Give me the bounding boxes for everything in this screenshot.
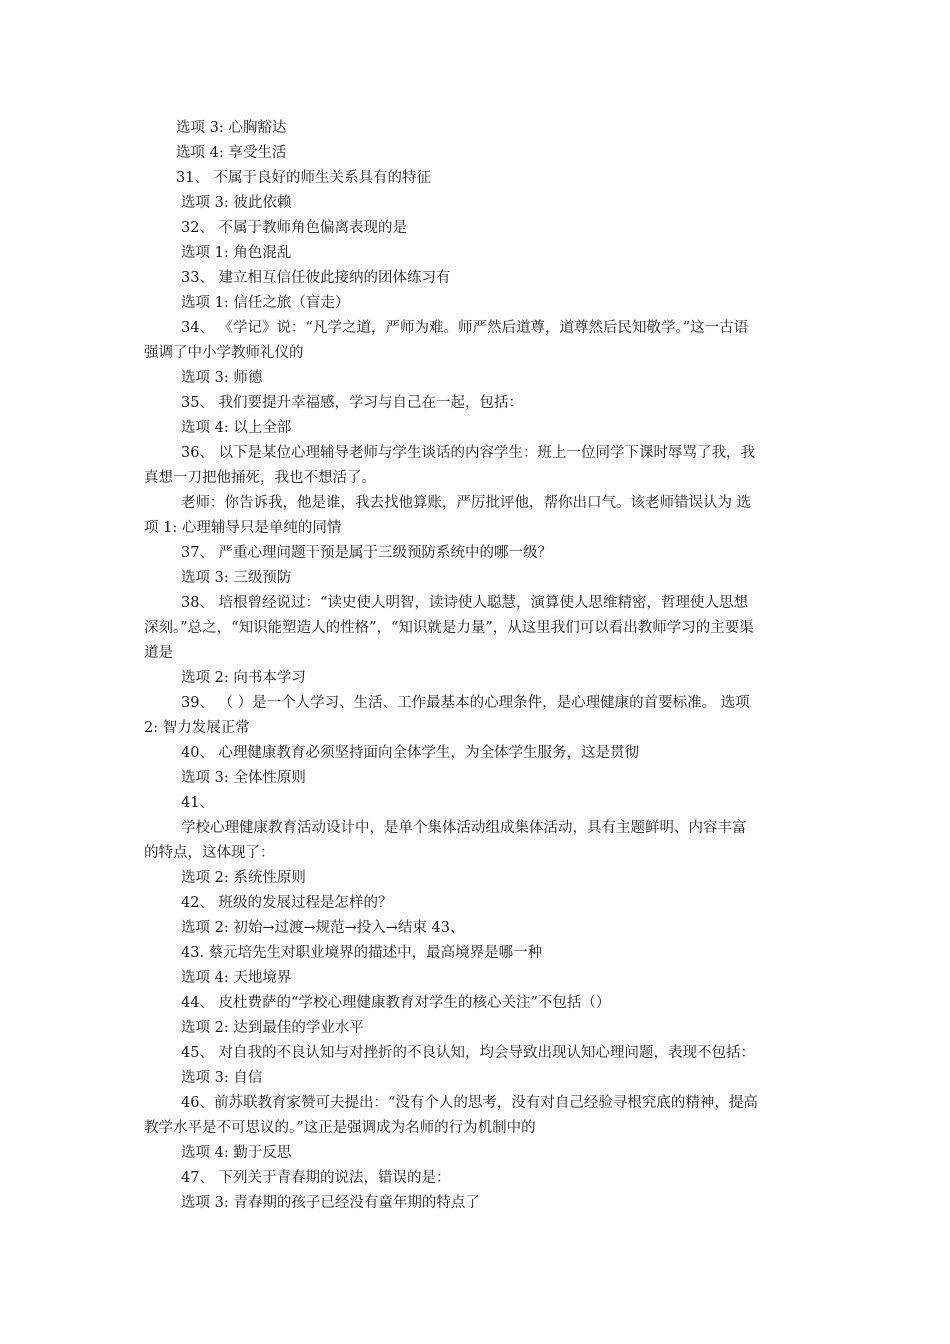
question-line-cont: 深刻。”总之，“知识能塑造人的性格”，“知识就是力量”，从这里我们可以看出教师学习的主要渠 (144, 620, 754, 636)
text-line: 选项 3: 心胸豁达 (176, 120, 287, 136)
question-line: 37、 严重心理问题干预是属于三级预防系统中的哪一级？ (181, 545, 553, 561)
answer-line: 选项 3: 彼此依赖 (181, 195, 292, 211)
text-line: 选项 4: 享受生活 (176, 145, 287, 161)
question-line: 46、前苏联教育家赞可夫提出：“没有个人的思考，没有对自己经验寻根究底的精神，提高 (181, 1095, 758, 1111)
question-line: 43. 蔡元培先生对职业境界的描述中，最高境界是哪一种 (181, 945, 543, 961)
question-line: 32、 不属于教师角色偏离表现的是 (181, 220, 408, 236)
question-line-cont: 教学水平是不可思议的。”这正是强调成为名师的行为机制中的 (144, 1120, 536, 1136)
answer-line: 选项 1: 信任之旅（盲走） (181, 295, 350, 311)
question-line-cont: 学校心理健康教育活动设计中，是单个集体活动组成集体活动，具有主题鲜明、内容丰富 (181, 820, 747, 836)
answer-line: 选项 2: 初始→过渡→规范→投入→结束 43、 (181, 920, 465, 936)
answer-line: 选项 3: 三级预防 (181, 570, 292, 586)
question-line: 41、 (181, 795, 214, 811)
question-line-cont: 真想一刀把他捅死，我也不想活了。 (144, 470, 376, 486)
question-line: 35、 我们要提升幸福感，学习与自己在一起，包括： (181, 395, 524, 411)
answer-line: 选项 2: 达到最佳的学业水平 (181, 1020, 364, 1036)
question-line: 42、 班级的发展过程是怎样的？ (181, 895, 393, 911)
answer-line: 选项 3: 师德 (181, 370, 263, 386)
answer-line: 选项 4: 以上全部 (181, 420, 292, 436)
answer-line: 选项 4: 勤于反思 (181, 1145, 292, 1161)
question-line: 44、 皮杜费萨的“学校心理健康教育对学生的核心关注”不包括（） (181, 995, 611, 1011)
question-line-cont: 老师：你告诉我，他是谁，我去找他算账，严厉批评他，帮你出口气。该老师错误认为 选 (181, 495, 752, 511)
answer-line: 选项 4: 天地境界 (181, 970, 292, 986)
question-line: 38、 培根曾经说过：“读史使人明智，读诗使人聪慧，演算使人思维精密，哲理使人思想 (181, 595, 748, 611)
answer-line: 选项 3: 青春期的孩子已经没有童年期的特点了 (181, 1195, 480, 1211)
question-line: 34、 《学记》说：“凡学之道，严师为难。师严然后道尊，道尊然后民知敬学。”这一古语 (181, 320, 749, 336)
question-line: 36、 以下是某位心理辅导老师与学生谈话的内容学生：班上一位同学下课时辱骂了我，我 (181, 445, 756, 461)
question-line: 39、 （ ）是一个人学习、生活、工作最基本的心理条件，是心理健康的首要标准。 选项 (181, 695, 750, 711)
answer-line: 选项 2: 系统性原则 (181, 870, 306, 886)
answer-line: 选项 1: 角色混乱 (181, 245, 292, 261)
answer-line: 选项 2: 向书本学习 (181, 670, 306, 686)
question-line: 47、 下列关于青春期的说法，错误的是： (181, 1170, 451, 1186)
question-line: 40、 心理健康教育必须坚持面向全体学生，为全体学生服务，这是贯彻 (181, 745, 640, 761)
question-line-cont: 道是 (144, 645, 173, 661)
question-line: 33、 建立相互信任彼此接纳的团体练习有 (181, 270, 451, 286)
question-line-cont: 的特点，这体现了： (144, 845, 275, 861)
question-line: 45、 对自我的不良认知与对挫折的不良认知，均会导致出现认知心理问题，表现不包括： (181, 1045, 756, 1061)
answer-line: 选项 3: 全体性原则 (181, 770, 306, 786)
question-line-cont: 强调了中小学教师礼仪的 (144, 345, 304, 361)
answer-line: 选项 3: 自信 (181, 1070, 263, 1086)
answer-line: 2: 智力发展正常 (144, 720, 250, 736)
question-line: 31、 不属于良好的师生关系具有的特征 (176, 170, 432, 186)
answer-line: 项 1: 心理辅导只是单纯的同情 (144, 520, 342, 536)
